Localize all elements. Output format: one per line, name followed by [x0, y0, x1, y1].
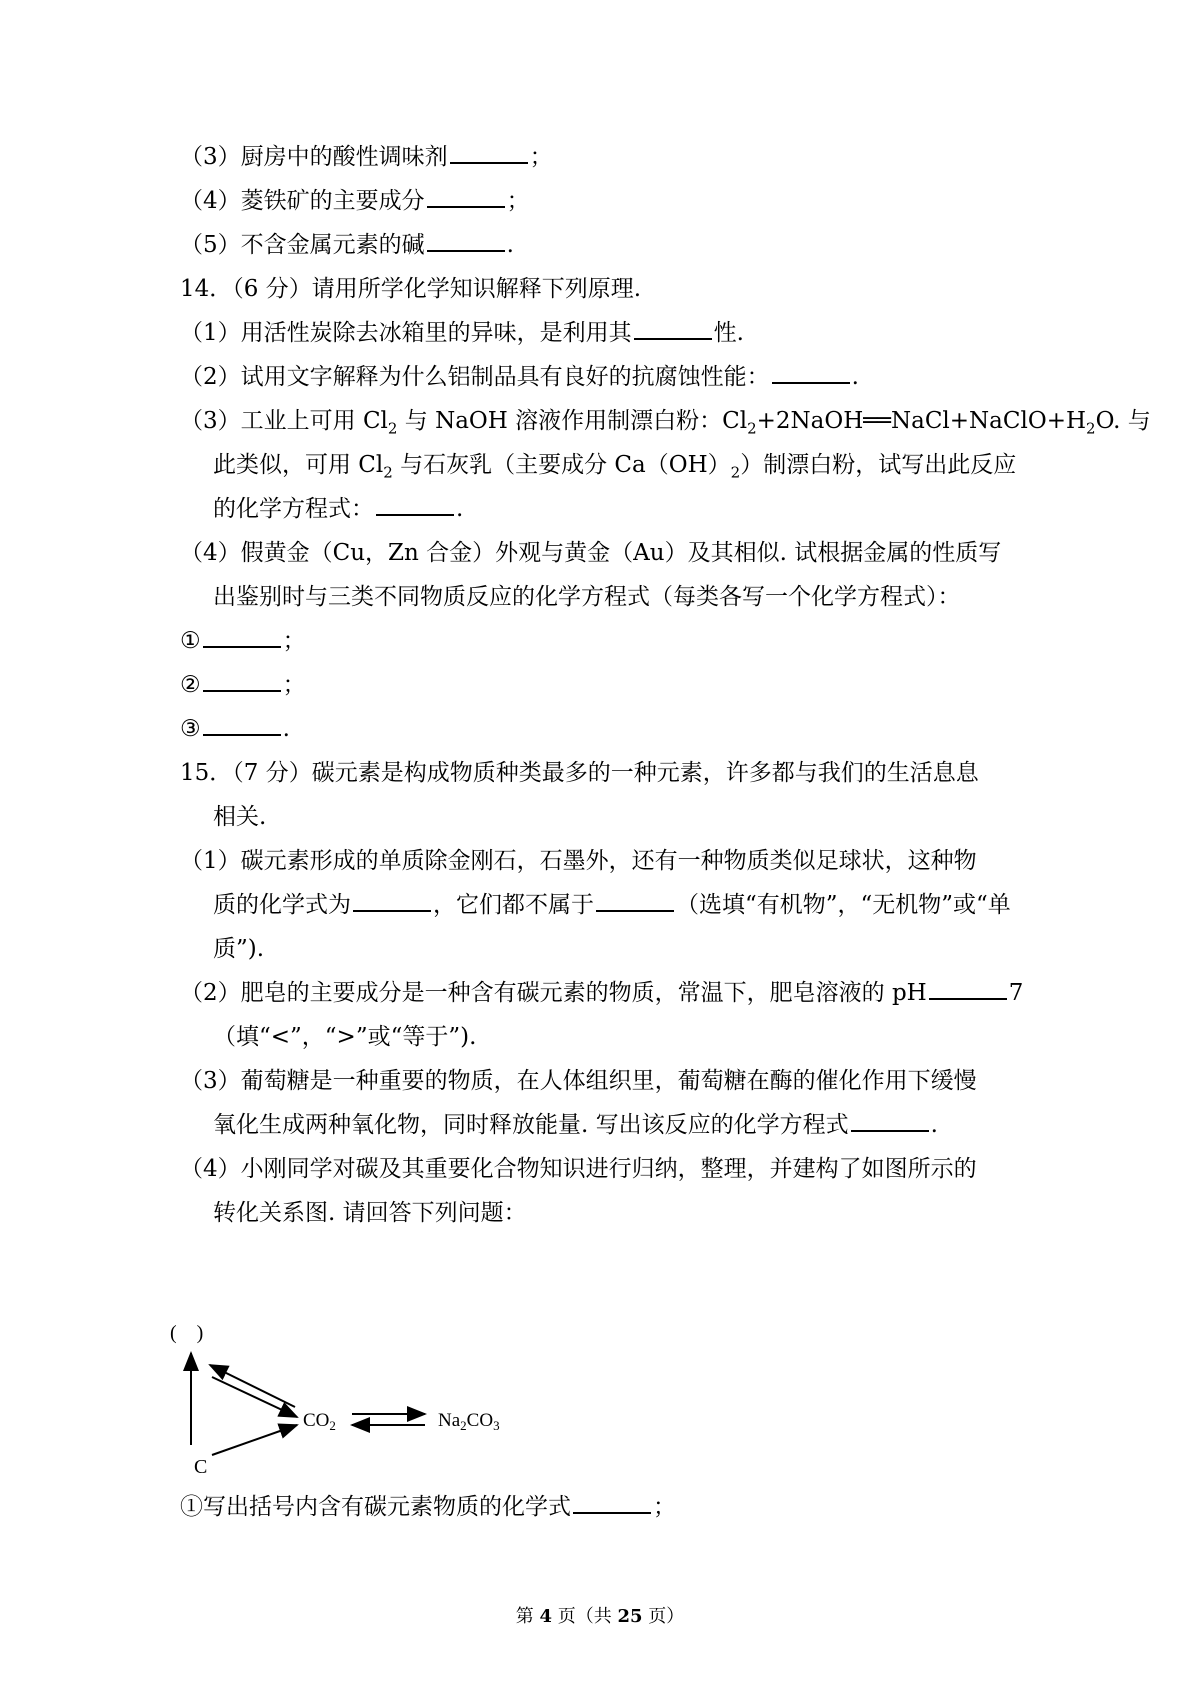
diagram-carbon: C	[194, 1456, 208, 1478]
q14-item-3-line3: 的化学方程式： .	[213, 496, 464, 522]
q13-item-5: （5）不含金属元素的碱 .	[180, 232, 514, 258]
q15-item-1-line1: （1）碳元素形成的单质除金刚石，石墨外，还有一种物质类似足球状，这种物	[180, 848, 977, 874]
q14-item-1: （1）用活性炭除去冰箱里的异味，是利用其 性.	[180, 320, 744, 346]
q14-choice-3: ③ .	[180, 716, 290, 742]
q14-item-3-line1: （3）工业上可用 $Cl_2$ 与 NaOH 溶液作用制漂白粉：$Cl_2+2NaOH══NaCl+NaClO+H_2O$. 与	[180, 408, 1151, 438]
answer-blank[interactable]	[851, 1110, 929, 1132]
answer-blank[interactable]	[376, 494, 454, 516]
q15-item-1-line2: 质的化学式为 ，它们都不属于 （选填“有机物”，“无机物”或“单	[213, 892, 1011, 918]
arrow-c-to-co2	[212, 1425, 297, 1455]
q13-item-3: （3）厨房中的酸性调味剂 ；	[180, 144, 553, 170]
answer-blank[interactable]	[596, 890, 674, 912]
q15-item-1-line3: 质”).	[213, 936, 265, 962]
diagram-na2co3: $Na_2CO_3$	[438, 1410, 500, 1433]
q14-choice-2: ② ；	[180, 672, 306, 698]
q14-item-3-line2: 此类似，可用 $Cl_2$ 与石灰乳（主要成分 $Ca(OH)_2$）制漂白粉，试写出此反应	[213, 452, 1017, 482]
answer-blank[interactable]	[573, 1492, 651, 1514]
diagram-bracket: ( )	[170, 1325, 204, 1344]
arrow-unknown-to-co2	[212, 1377, 297, 1417]
q15-item-4-line1: （4）小刚同学对碳及其重要化合物知识进行归纳，整理，并建构了如图所示的	[180, 1156, 977, 1182]
arrow-co2-to-unknown	[210, 1365, 295, 1407]
q15-item-2-line2: （填“<”，“>”或“等于”).	[213, 1024, 477, 1050]
q14-choice-1: ① ；	[180, 628, 306, 654]
q14-item-2: （2）试用文字解释为什么铝制品具有良好的抗腐蚀性能： .	[180, 364, 859, 390]
q15-title-line2: 相关.	[213, 804, 267, 830]
answer-blank[interactable]	[929, 978, 1007, 1000]
q14-item-4-line2: 出鉴别时与三类不同物质反应的化学方程式（每类各写一个化学方程式）：	[213, 584, 961, 610]
page-footer: 第 4 页（共 25 页）	[515, 1606, 685, 1627]
answer-blank[interactable]	[450, 142, 528, 164]
answer-blank[interactable]	[772, 362, 850, 384]
q15-item-4-sub-1: ①写出括号内含有碳元素物质的化学式 ；	[180, 1494, 676, 1520]
answer-blank[interactable]	[427, 230, 505, 252]
diagram-co2: $CO_2$	[303, 1410, 336, 1433]
answer-blank[interactable]	[634, 318, 712, 340]
q13-item-4: （4）菱铁矿的主要成分 ；	[180, 188, 530, 214]
q14-title: 14．（6 分）请用所学化学知识解释下列原理.	[180, 276, 642, 302]
answer-blank[interactable]	[353, 890, 431, 912]
answer-blank[interactable]	[427, 186, 505, 208]
q14-item-4-line1: （4）假黄金（Cu，Zn 合金）外观与黄金（Au）及其相似. 试根据金属的性质写	[180, 540, 1002, 566]
q15-title-line1: 15．（7 分）碳元素是构成物质种类最多的一种元素，许多都与我们的生活息息	[180, 760, 979, 786]
q15-item-2-line1: （2）肥皂的主要成分是一种含有碳元素的物质，常温下，肥皂溶液的 pH 7	[180, 980, 1024, 1006]
carbon-conversion-diagram	[170, 1325, 610, 1485]
answer-blank[interactable]	[203, 626, 281, 648]
q15-item-4-line2: 转化关系图. 请回答下列问题：	[213, 1200, 527, 1226]
q15-item-3-line1: （3）葡萄糖是一种重要的物质，在人体组织里，葡萄糖在酶的催化作用下缓慢	[180, 1068, 977, 1094]
answer-blank[interactable]	[203, 714, 281, 736]
answer-blank[interactable]	[203, 670, 281, 692]
q15-item-3-line2: 氧化生成两种氧化物，同时释放能量. 写出该反应的化学方程式 .	[213, 1112, 938, 1138]
